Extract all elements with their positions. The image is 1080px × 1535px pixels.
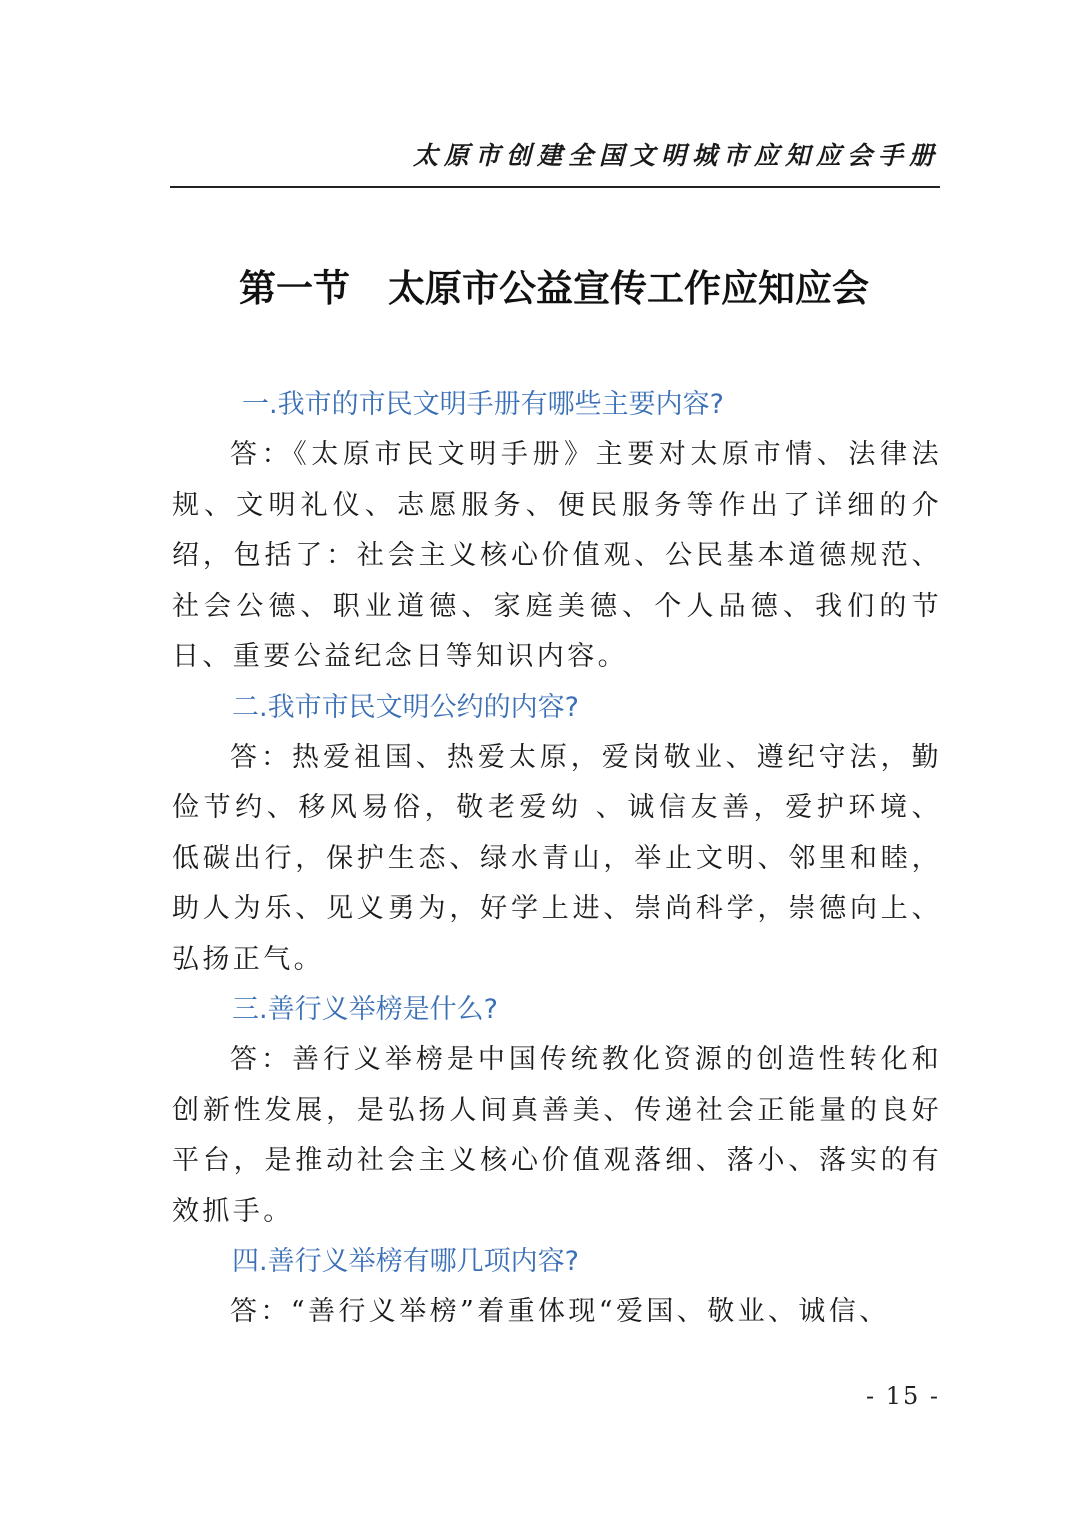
section-heading	[0, 258, 1080, 312]
question-1: 一.我市的市民文明手册有哪些主要内容?	[242, 389, 724, 420]
question-3: 三.善行义举榜是什么?	[232, 994, 498, 1025]
answer-4: 答：“善行义举榜”着重体现“爱国、敬业、诚信、	[230, 1296, 890, 1327]
header-divider	[170, 186, 940, 188]
page-number: - 15 -	[865, 1382, 940, 1410]
answer-2: 答：热爱祖国、热爱太原，爱岗敬业、遵纪守法，勤俭节约、移风易俗，敬老爱幼 、诚信友善，爱护环境、低碳出行，保护生态、绿水青山，举止文明、邻里和睦，助人为乐、见义勇为，好学上进、崇尚科学，崇德向上、弘扬正气。	[172, 741, 942, 975]
section-number: 第一节	[239, 267, 350, 310]
section-title: 太原市公益宣传工作应知应会	[388, 267, 869, 310]
answer-3: 答：善行义举榜是中国传统教化资源的创造性转化和创新性发展，是弘扬人间真善美、传递社会正能量的良好平台，是推动社会主义核心价值观落细、落小、落实的有效抓手。	[172, 1044, 942, 1227]
answer-1: 答：《太原市民文明手册》主要对太原市情、法律法规、文明礼仪、志愿服务、便民服务等作出了详细的介绍，包括了：社会主义核心价值观、公民基本道德规范、社会公德、职业道德、家庭美德、个人品德、我们的节日、重要公益纪念日等知识内容。	[172, 439, 942, 672]
question-2: 二.我市市民文明公约的内容?	[232, 691, 579, 723]
book-title: 太原市创建全国文明城市应知应会手册	[412, 141, 940, 170]
qa-content	[172, 380, 942, 1338]
page-header	[170, 130, 940, 190]
question-4: 四.善行义举榜有哪几项内容?	[232, 1246, 579, 1277]
